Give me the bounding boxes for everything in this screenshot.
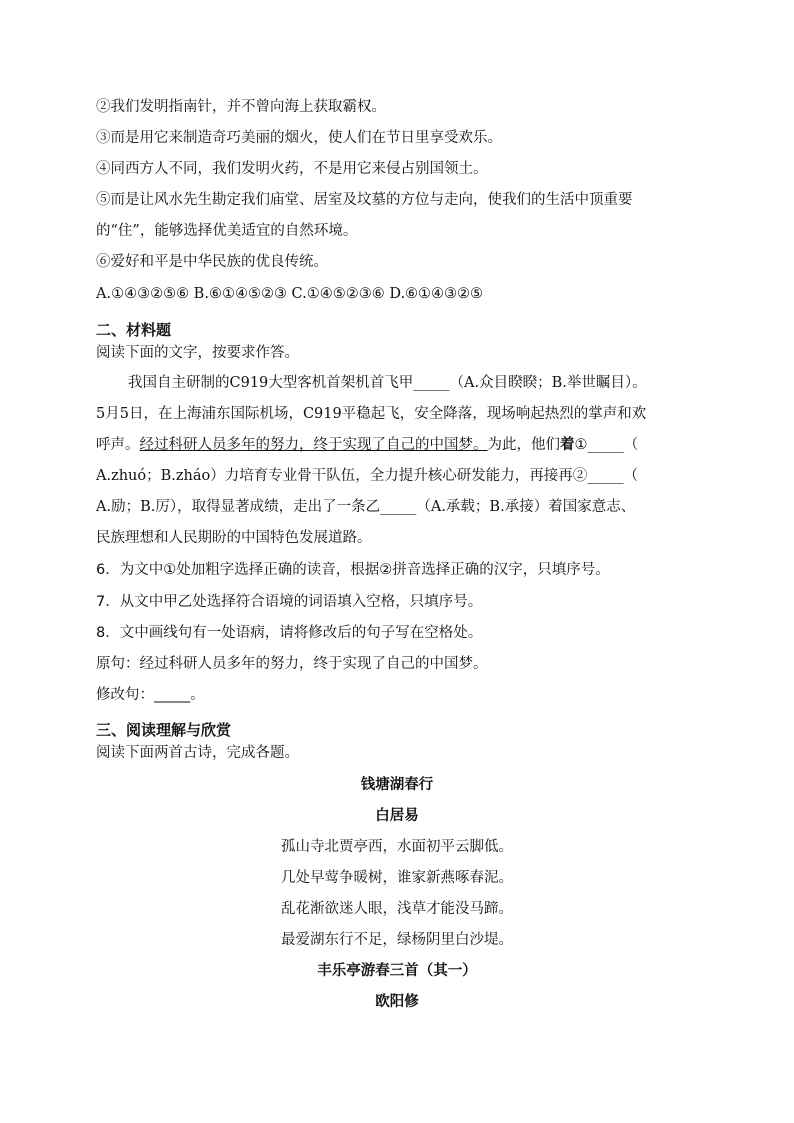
original-sentence: 原句：经过科研人员多年的努力，终于实现了自己的中国梦。 bbox=[96, 656, 488, 672]
question-item: ②我们发明指南针，并不曾向海上获取霸权。 bbox=[96, 99, 386, 115]
question-item: ③而是用它来制造奇巧美丽的烟火，使人们在节日里享受欢乐。 bbox=[96, 130, 502, 146]
passage-line: 民族理想和人民期盼的中国特色发展道路。 bbox=[96, 530, 372, 546]
question-6: 6．为文中①处加粗字选择正确的读音，根据②拼音选择正确的汉字，只填序号。 bbox=[96, 562, 610, 578]
poem-title: 钱塘湖春行 bbox=[360, 776, 434, 793]
passage-line: 我国自主研制的C919大型客机首架机首飞甲_____（A.众目睽睽；B.举世瞩目）。 bbox=[128, 375, 647, 391]
passage-line: A.zhuó；B.zháo）力培育专业骨干队伍，全力提升核心研发能力，再接再②_____（ bbox=[96, 468, 638, 484]
question-8: 8．文中画线句有一处语病，请将修改后的句子写在空格处。 bbox=[96, 625, 483, 641]
underlined-sentence: 经过科研人员多年的努力，终于实现了自己的中国梦。 bbox=[139, 437, 488, 453]
question-item: ④同西方人不同，我们发明火药，不是用它来侵占别国领土。 bbox=[96, 161, 488, 177]
section-instruction: 阅读下面两首古诗，完成各题。 bbox=[96, 745, 299, 761]
poem-line: 乱花渐欲迷人眼，浅草才能没马蹄。 bbox=[281, 901, 513, 917]
poem-author: 欧阳修 bbox=[375, 993, 419, 1010]
poem-line: 孤山寺北贾亭西，水面初平云脚低。 bbox=[281, 839, 513, 855]
section-heading: 二、材料题 bbox=[96, 321, 172, 339]
question-item: ⑥爱好和平是中华民族的优良传统。 bbox=[96, 254, 328, 270]
poem-line: 几处早莺争暖树，谁家新燕啄春泥。 bbox=[281, 870, 513, 886]
question-item: 的“住”，能够选择优美适宜的自然环境。 bbox=[96, 223, 358, 239]
poem-author: 白居易 bbox=[375, 807, 419, 824]
question-item: ⑤而是让风水先生勘定我们庙堂、居室及坟墓的方位与走向，使我们的生活中顶重要 bbox=[96, 192, 633, 208]
section-instruction: 阅读下面的文字，按要求作答。 bbox=[96, 345, 299, 361]
passage-line: A.励；B.厉），取得显著成绩，走出了一条乙_____（A.承载；B.承接）着国家意志、 bbox=[96, 499, 636, 515]
section-heading: 三、阅读理解与欣赏 bbox=[96, 721, 232, 739]
poem-title: 丰乐亭游春三首（其一） bbox=[317, 962, 477, 979]
passage-line: 5月5日，在上海浦东国际机场，C919平稳起飞，安全降落，现场响起热烈的掌声和欢 bbox=[96, 406, 647, 422]
revised-sentence: 修改句：_____。 bbox=[96, 687, 205, 703]
poem-line: 最爱湖东行不足，绿杨阴里白沙堤。 bbox=[281, 932, 513, 948]
passage-line: 呼声。经过科研人员多年的努力，终于实现了自己的中国梦。为此，他们着①_____（ bbox=[96, 436, 639, 453]
question-7: 7．从文中甲乙处选择符合语境的词语填入空格，只填序号。 bbox=[96, 594, 483, 610]
answer-options: A.①④③②⑤⑥ B.⑥①④⑤②③ C.①④⑤②③⑥ D.⑥①④③②⑤ bbox=[96, 286, 484, 302]
